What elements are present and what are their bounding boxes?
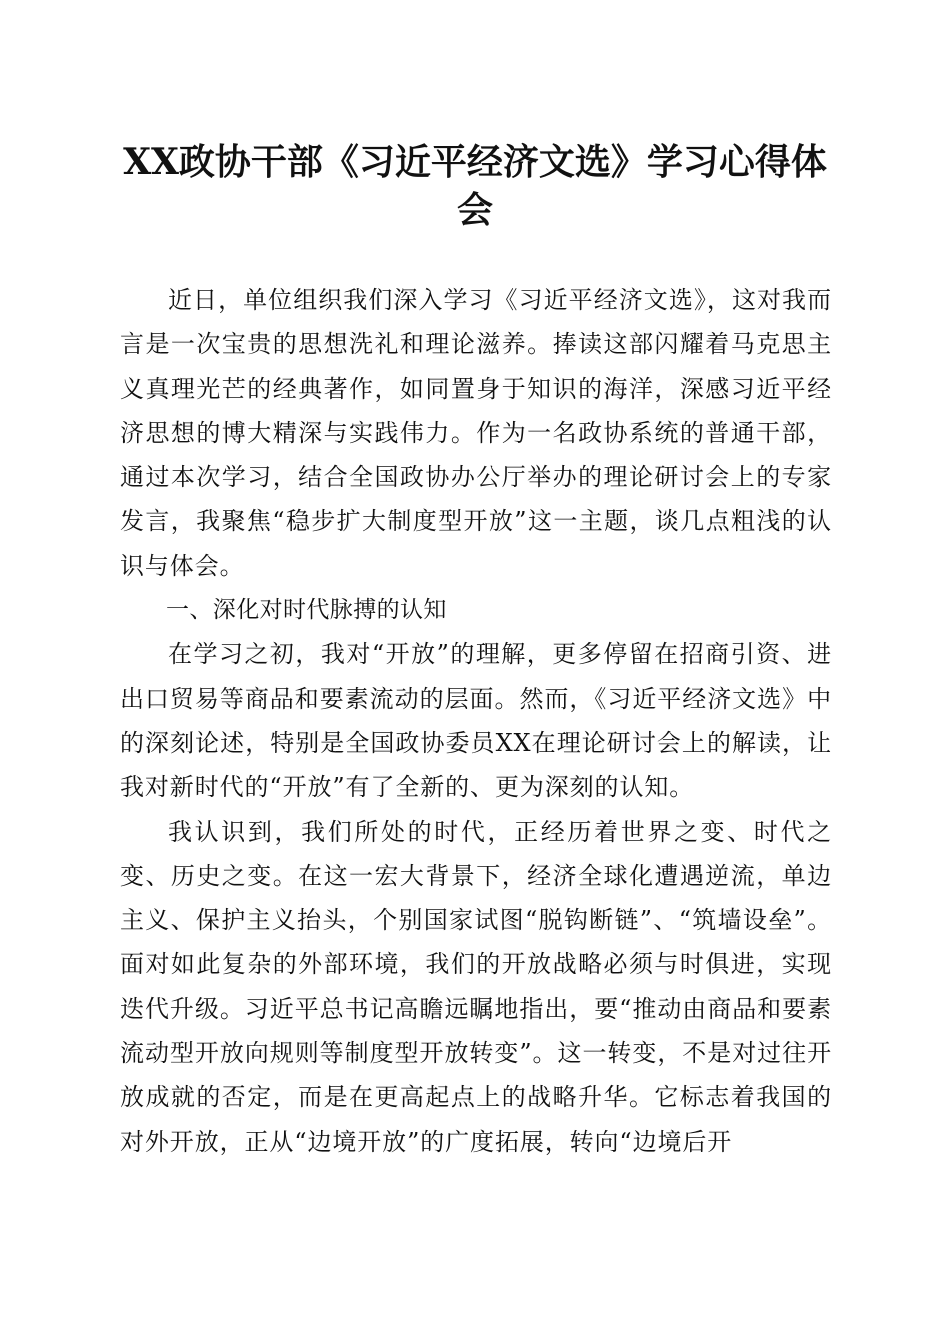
paragraph-2: 在学习之初，我对“开放”的理解，更多停留在招商引资、进出口贸易等商品和要素流动的层面。然而，《习近平经济文选》中的深刻论述，特别是全国政协委员XX在理论研讨会上的解读，让我对新时代的“开放”有了全新的、更为深刻的认知。: [120, 640, 832, 802]
document-body: [120, 278, 832, 1164]
document-title: XX政协干部《习近平经济文选》学习心得体会: [123, 141, 827, 231]
paragraph-intro: 近日，单位组织我们深入学习《习近平经济文选》，这对我而言是一次宝贵的思想洗礼和理论滋养。捧读这部闪耀着马克思主义真理光芒的经典著作，如同置身于知识的海洋，深感习近平经济思想的博大精深与实践伟力。作为一名政协系统的普通干部，通过本次学习，结合全国政协办公厅举办的理论研讨会上的专家发言，我聚焦“稳步扩大制度型开放”这一主题，谈几点粗浅的认识与体会。: [120, 286, 832, 580]
section-heading-1: 一、深化对时代脉搏的认知: [166, 597, 447, 624]
paragraph-3: 我认识到，我们所处的时代，正经历着世界之变、时代之变、历史之变。在这一宏大背景下，经济全球化遭遇逆流，单边主义、保护主义抬头，个别国家试图“脱钩断链”、“筑墙设垒”。面对如此复杂的外部环境，我们的开放战略必须与时俱进，实现迭代升级。习近平总书记高瞻远瞩地指出，要“推动由商品和要素流动型开放向规则等制度型开放转变”。这一转变，不是对过往开放成就的否定，而是在更高起点上的战略升华。它标志着我国的对外开放，正从“边境开放”的广度拓展，转向“边境后开: [120, 817, 832, 1156]
